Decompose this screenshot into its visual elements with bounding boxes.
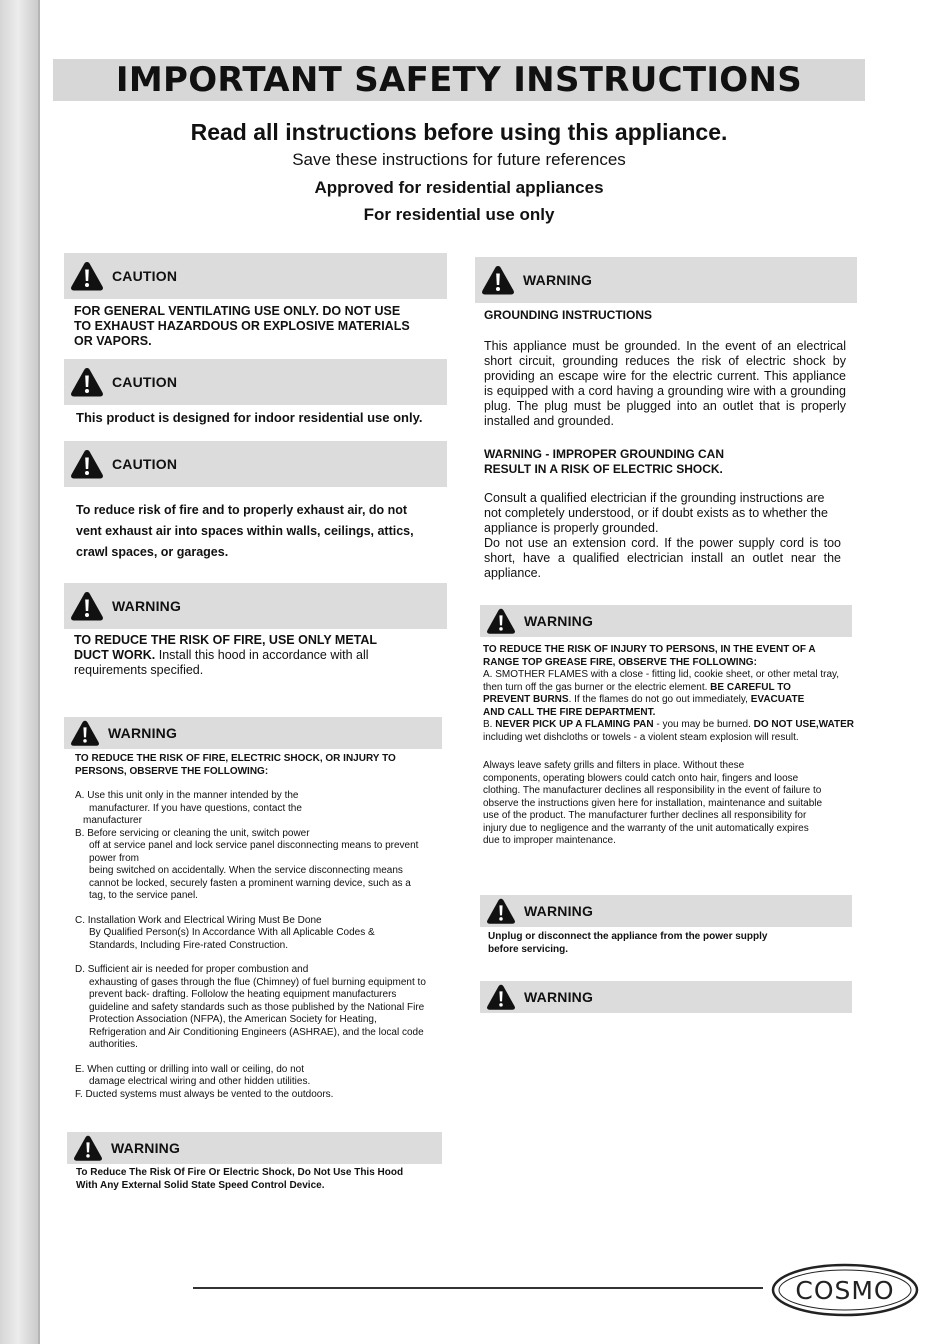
list-item: Standards, Including Fire-rated Construction. <box>89 939 288 951</box>
text-line: appliance is properly grounded. <box>484 521 659 535</box>
header-approved: Approved for residential appliances <box>314 178 604 197</box>
text-line: FOR GENERAL VENTILATING USE ONLY. DO NOT USE <box>74 304 401 318</box>
warning-label: WARNING <box>111 1140 181 1156</box>
text-line: To reduce risk of fire and to properly exhaust air, do not <box>76 503 408 517</box>
text-line <box>74 648 454 663</box>
text-line: A. SMOTHER FLAMES with a close - fitting lid, cookie sheet, or other metal tray, <box>483 669 840 680</box>
text-line: TO REDUCE THE RISK OF FIRE, ELECTRIC SHOCK, OR INJURY TO <box>75 753 396 764</box>
warning-triangle-icon <box>73 1134 103 1162</box>
warning-triangle-icon <box>70 260 104 292</box>
text-span: B. <box>483 719 496 730</box>
text-bold: EVACUATE <box>750 694 805 705</box>
warning-fire-text <box>74 633 454 678</box>
unplug-text <box>488 931 848 956</box>
text-line: requirements specified. <box>74 663 204 677</box>
text-line: WARNING - IMPROPER GROUNDING CAN <box>484 447 724 461</box>
grounding-subhead: GROUNDING INSTRUCTIONS <box>484 308 652 322</box>
text-line: Always leave safety grills and filters in place. Without these <box>483 760 745 771</box>
list-item: Protection Association (NFPA), the American Society for Heating, <box>89 1014 377 1025</box>
text-line: due to improper maintenance. <box>483 835 616 846</box>
list-item: D. Sufficient air is needed for proper combustion and <box>75 964 309 975</box>
warning-label: WARNING <box>524 613 594 629</box>
warning-triangle-icon <box>486 983 516 1011</box>
warning-triangle-icon <box>486 607 516 635</box>
warning-bar-grease-fire <box>480 605 852 637</box>
list-item: damage electrical wiring and other hidden utilities. <box>89 1076 311 1087</box>
caution-1-text <box>74 304 454 349</box>
list-item: E. When cutting or drilling into wall or ceiling, do not <box>75 1063 305 1075</box>
text-line: clothing. The manufacturer declines all responsibility in the event of failure to <box>483 785 822 796</box>
warning-speed-control-text <box>76 1167 456 1192</box>
caution-3-text <box>76 500 456 563</box>
text-bold: PREVENT BURNS <box>483 694 569 705</box>
cosmo-logo <box>770 1262 920 1318</box>
grease-fire-text <box>483 644 878 848</box>
text-line: With Any External Solid State Speed Control Device. <box>76 1179 325 1191</box>
text-line: observe the instructions given here for installation, maintenance and suitable <box>483 797 823 809</box>
warning-bar-empty <box>480 981 852 1013</box>
list-item: manufacturer <box>83 815 142 826</box>
grounding-para-1: This appliance must be grounded. In the event of an electrical short circuit, grounding reduces the risk of electric shock by providing an escape wire for the electric current. This appliance is equipped with a cord having a grounding wire with a grounding plug. The plug must be plugged into an outlet that is properly installed and grounded. <box>484 339 846 428</box>
text-line <box>483 682 878 695</box>
header-residential: For residential use only <box>363 205 555 224</box>
warning-label: WARNING <box>112 598 182 614</box>
list-item: C. Installation Work and Electrical Wiring Must Be Done <box>75 914 322 926</box>
text-span: then turn off the gas burner or the electric element. <box>483 681 711 693</box>
logo-text: COSMO <box>795 1276 895 1305</box>
warning-bar-fire <box>64 583 447 629</box>
text-line: AND CALL THE FIRE DEPARTMENT. <box>483 706 656 718</box>
warning-triangle-icon <box>486 897 516 925</box>
text-line: crawl spaces, or garages. <box>76 545 229 559</box>
list-item: B. Before servicing or cleaning the unit, switch power <box>75 827 310 839</box>
caution-label: CAUTION <box>112 268 178 284</box>
list-item: authorities. <box>89 1039 138 1050</box>
page-title: IMPORTANT SAFETY INSTRUCTIONS <box>53 59 865 101</box>
caution-bar-2 <box>64 359 447 405</box>
text-line: TO REDUCE THE RISK OF FIRE, USE ONLY METAL <box>74 633 378 647</box>
list-item: prevent back- drafting. Follolow the heating equipment manufacturers <box>89 989 397 1000</box>
text-line: components, operating blowers could catch onto hair, fingers and loose <box>483 772 799 784</box>
text-line: TO EXHAUST HAZARDOUS OR EXPLOSIVE MATERIALS <box>74 319 410 333</box>
warning-triangle-icon <box>70 448 104 480</box>
warning-label: WARNING <box>524 989 594 1005</box>
warning-label: WARNING <box>524 903 594 919</box>
text-line: RESULT IN A RISK OF ELECTRIC SHOCK. <box>484 462 723 476</box>
list-item: off at service panel and lock service panel disconnecting means to prevent <box>89 840 419 851</box>
warning-triangle-icon <box>70 590 104 622</box>
list-item: being switched on accidentally. When the service disconnecting means <box>89 865 403 876</box>
caution-bar-3 <box>64 441 447 487</box>
text-bold: DO NOT USE,WATER <box>753 719 855 730</box>
list-item: F. Ducted systems must always be vented to the outdoors. <box>75 1088 334 1100</box>
caution-label: CAUTION <box>112 456 178 472</box>
text-line: not completely understood, or if doubt exists as to whether the <box>484 506 828 520</box>
list-item: power from <box>89 852 140 864</box>
warning-label: WARNING <box>108 725 178 741</box>
grounding-para-3: Do not use an extension cord. If the power supply cord is too short, have a qualified electrician install an outlet near the appliance. <box>484 536 841 580</box>
list-item: exhausting of gases through the flue (Chimney) of fuel burning equipment to <box>89 976 426 988</box>
header-read-all: Read all instructions before using this appliance. <box>190 119 728 145</box>
text-line: PERSONS, OBSERVE THE FOLLOWING: <box>75 765 269 777</box>
warning-triangle-icon <box>70 366 104 398</box>
caution-label: CAUTION <box>112 374 178 390</box>
list-item: tag, to the service panel. <box>89 890 198 901</box>
text-span: . If the flames do not go out immediately, <box>568 694 751 705</box>
text-line <box>483 719 878 732</box>
warning-triangle-icon <box>70 719 100 747</box>
text-bold: DUCT WORK. <box>74 648 156 662</box>
text-line: including wet dishcloths or towels - a violent steam explosion will result. <box>483 731 799 743</box>
text-line: Consult a qualified electrician if the grounding instructions are <box>484 491 825 505</box>
list-item: A. Use this unit only in the manner intended by the <box>75 790 299 801</box>
text-line: vent exhaust air into spaces within walls, ceilings, attics, <box>76 524 414 538</box>
text-line: RANGE TOP GREASE FIRE, OBSERVE THE FOLLOWING: <box>483 656 757 668</box>
list-item: Refrigeration and Air Conditioning Engineers (ASHRAE), and the local code <box>89 1026 424 1038</box>
header-save: Save these instructions for future references <box>292 150 626 169</box>
text-line: before servicing. <box>488 943 569 955</box>
warning-triangle-icon <box>481 264 515 296</box>
text-line <box>483 694 878 707</box>
text-line: injury due to negligence and the warranty of the unit automatically expires <box>483 822 809 834</box>
list-item: By Qualified Person(s) In Accordance With all Aplicable Codes & <box>89 927 375 938</box>
warning-observe-list <box>75 753 455 1101</box>
warning-bar-unplug <box>480 895 852 927</box>
text-line: OR VAPORS. <box>74 334 152 348</box>
text-line: To Reduce The Risk Of Fire Or Electric Shock, Do Not Use This Hood <box>76 1167 404 1178</box>
warning-bar-grounding <box>475 257 857 303</box>
text-line: TO REDUCE THE RISK OF INJURY TO PERSONS, IN THE EVENT OF A <box>483 644 816 655</box>
text-line: Unplug or disconnect the appliance from the power supply <box>488 931 768 942</box>
warning-bar-observe <box>64 717 442 749</box>
caution-bar-1 <box>64 253 447 299</box>
footer-rule <box>193 1287 763 1289</box>
page-edge-strip <box>0 0 40 1344</box>
warning-bar-speed-control <box>67 1132 442 1164</box>
text-span: Install this hood in accordance with all <box>155 648 369 662</box>
grounding-warning <box>484 447 724 477</box>
list-item: guideline and safety standards such as those published by the National Fire <box>89 1001 425 1013</box>
text-span: - you may be burned. <box>653 719 754 730</box>
list-item: manufacturer. If you have questions, contact the <box>89 802 302 814</box>
warning-label: WARNING <box>523 272 593 288</box>
caution-2-text: This product is designed for indoor residential use only. <box>76 410 423 425</box>
text-line: use of the product. The manufacturer further declines all responsibility for <box>483 810 807 821</box>
grounding-para-2 <box>484 491 846 536</box>
text-bold: NEVER PICK UP A FLAMING PAN <box>495 719 654 730</box>
text-bold: BE CAREFUL TO <box>710 681 791 693</box>
list-item: cannot be locked, securely fasten a prominent warning device, such as a <box>89 877 411 889</box>
